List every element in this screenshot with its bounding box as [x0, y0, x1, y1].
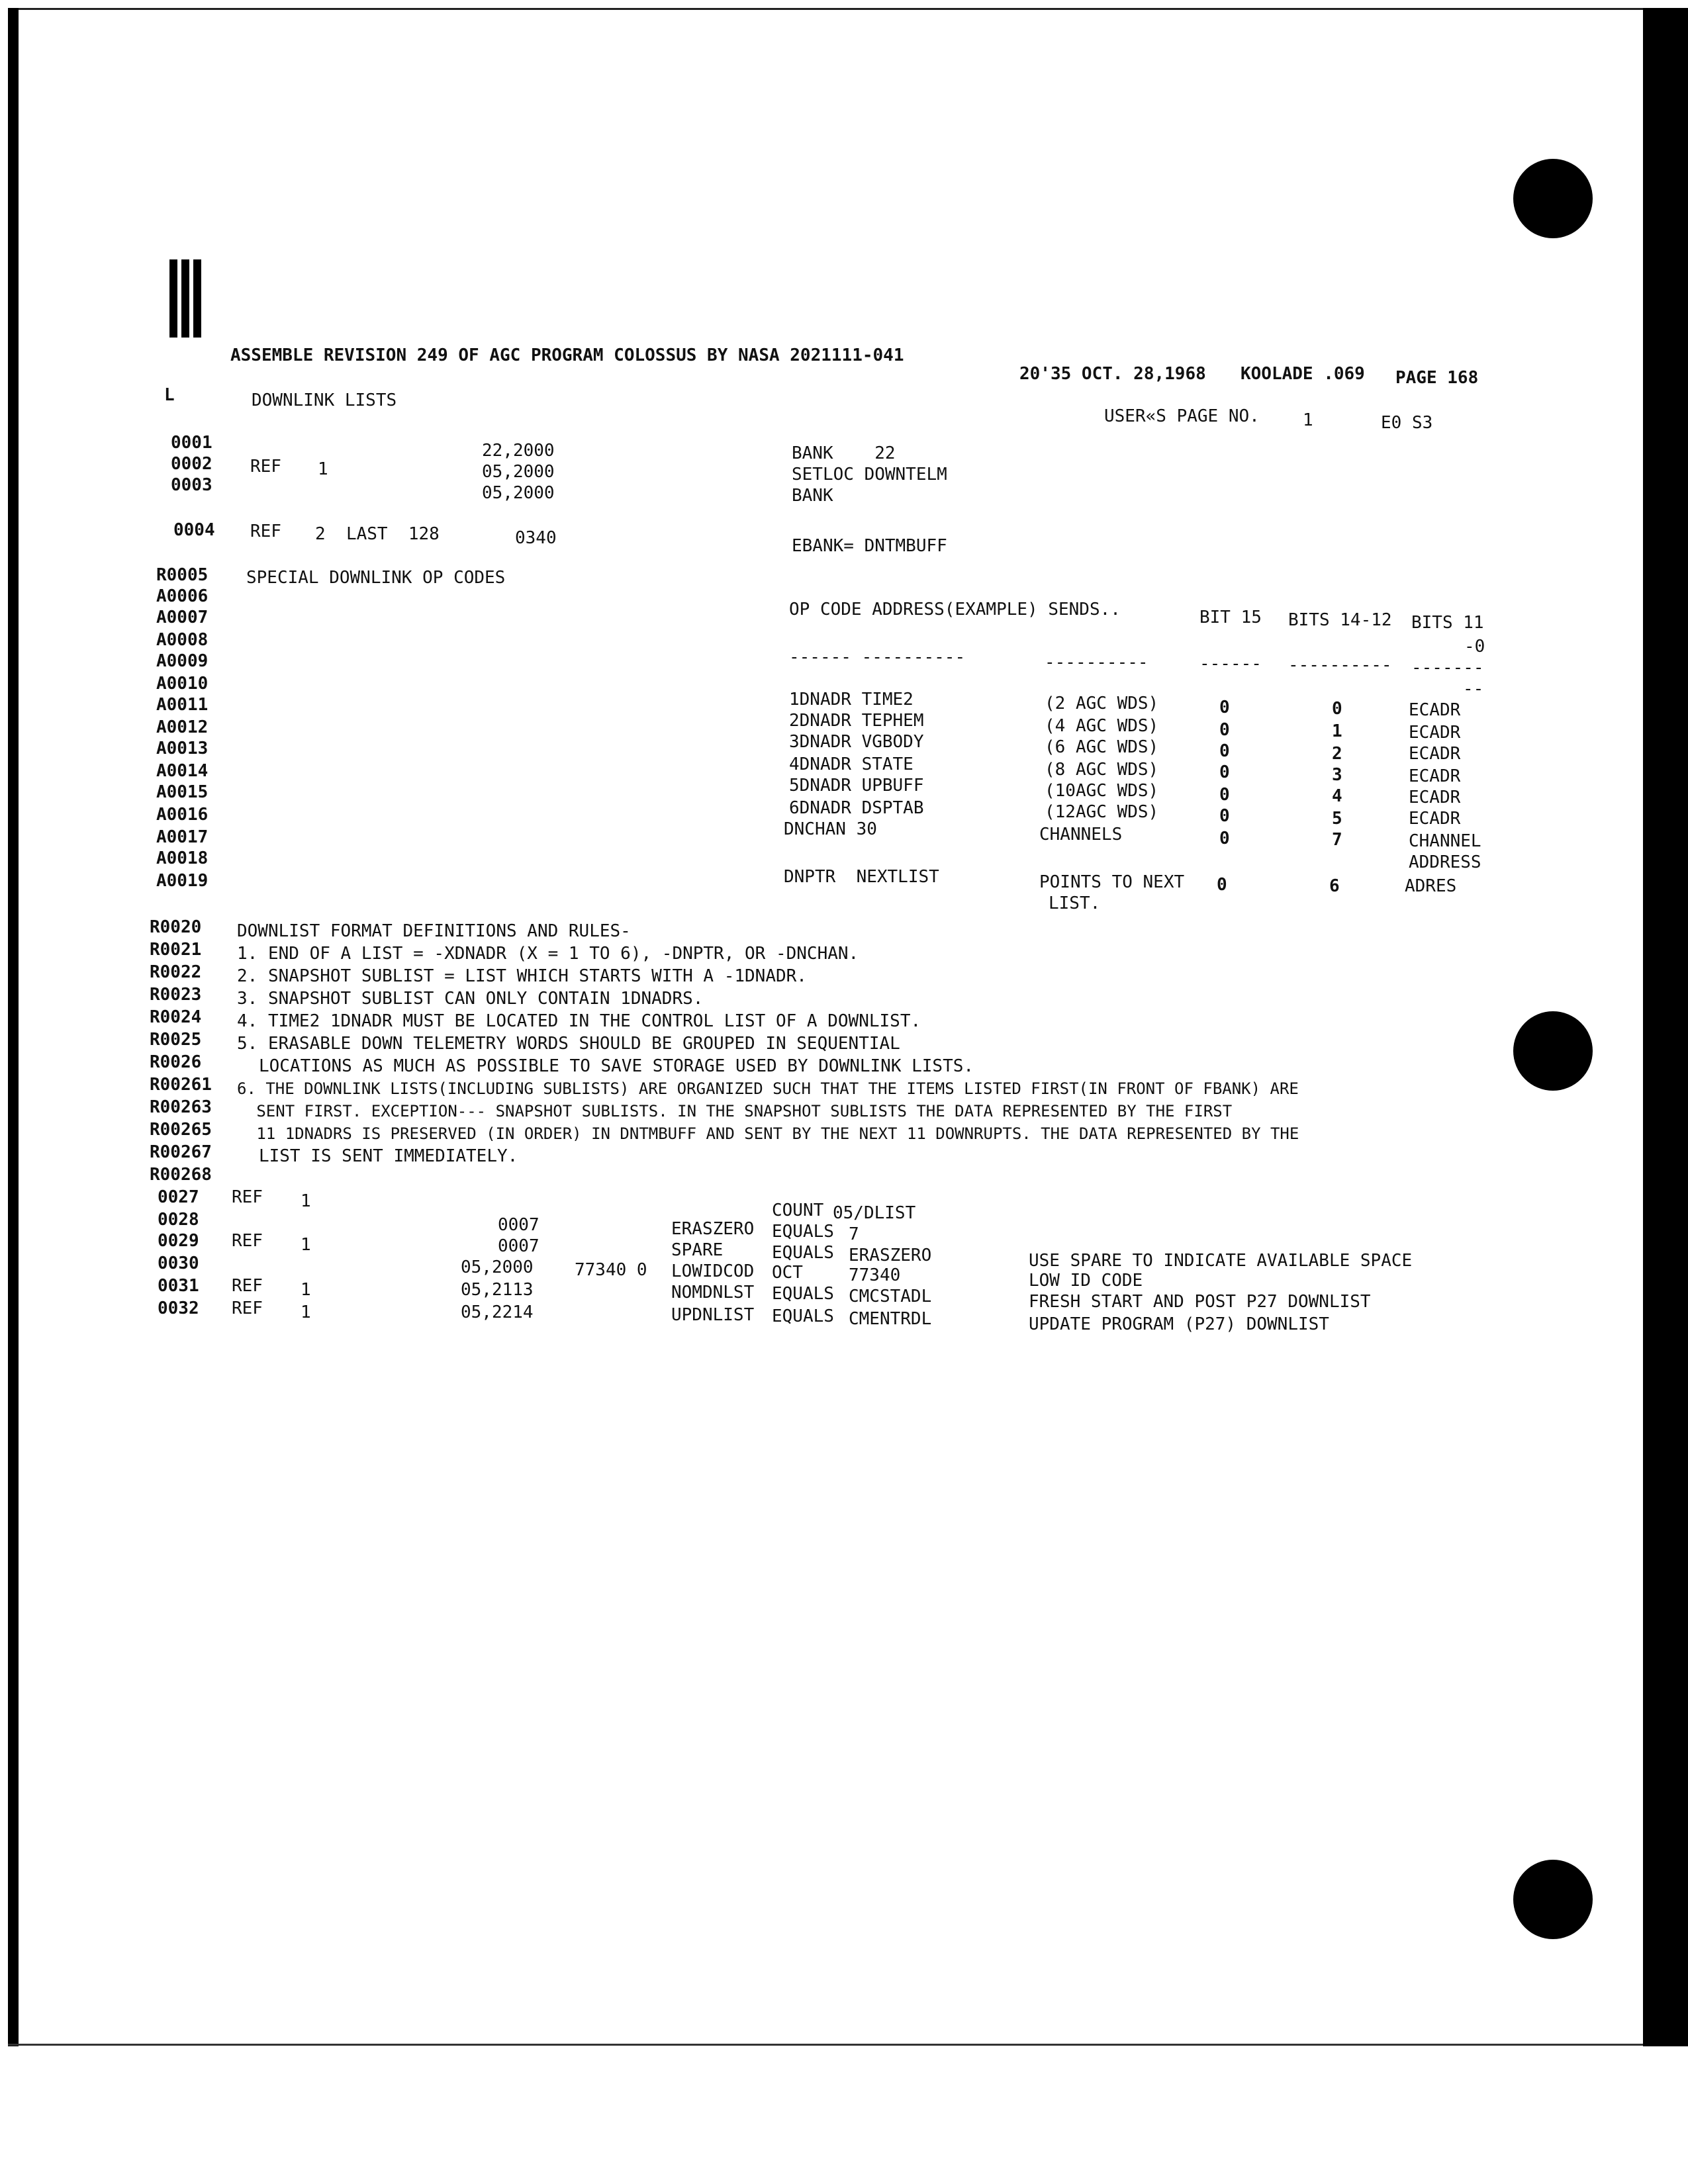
rule-text: 1. END OF A LIST = -XDNADR (X = 1 TO 6), -DNPTR, OR -DNCHAN. [237, 944, 859, 964]
op-table-header: BIT 15 [1199, 608, 1262, 627]
op-sends-continued: LIST. [1049, 893, 1101, 913]
line-opcode: OCT [772, 1263, 803, 1283]
op-table-header: -0 [1464, 637, 1485, 657]
op-bits11-continued: ADDRESS [1409, 852, 1481, 872]
op-code: 2DNADR TEPHEM [789, 711, 924, 731]
rule-text: 4. TIME2 1DNADR MUST BE LOCATED IN THE CONTROL LIST OF A DOWNLIST. [237, 1011, 921, 1031]
op-code: 5DNADR UPBUFF [789, 776, 924, 796]
line-octal: 77340 0 [575, 1260, 647, 1280]
line-number: 0002 [171, 454, 212, 474]
line-ref: REF [250, 457, 281, 477]
line-number: R0024 [150, 1007, 202, 1027]
punch-hole-middle [1513, 1011, 1593, 1091]
op-code: 6DNADR DSPTAB [789, 798, 924, 818]
line-comment: FRESH START AND POST P27 DOWNLIST [1029, 1292, 1371, 1312]
scan-border-right [1643, 8, 1688, 2046]
line-ref-count: 1 [301, 1191, 311, 1211]
rule-text: 11 1DNADRS IS PRESERVED (IN ORDER) IN DNTMBUFF AND SENT BY THE NEXT 11 DOWNRUPTS. THE DATA REPRESENTED BY THE [228, 1124, 1299, 1143]
op-bits14-12: 5 [1332, 809, 1342, 829]
rule-text: 2. SNAPSHOT SUBLIST = LIST WHICH STARTS WITH A -1DNADR. [237, 966, 807, 986]
line-operand: ERASZERO [849, 1246, 932, 1265]
punch-hole-top [1513, 159, 1593, 238]
line-number: R00267 [150, 1142, 212, 1162]
line-address: 22,2000 [482, 441, 555, 461]
line-number: R0023 [150, 985, 202, 1005]
line-number: A0010 [156, 674, 209, 694]
line-number: R0021 [150, 940, 202, 960]
op-code: DNPTR NEXTLIST [784, 867, 939, 887]
scan-border-top [8, 8, 1643, 10]
line-comment: UPDATE PROGRAM (P27) DOWNLIST [1029, 1314, 1329, 1334]
line-number: A0017 [156, 827, 209, 847]
line-number: A0018 [156, 848, 209, 868]
op-bit15: 0 [1219, 762, 1230, 782]
line-number: 0030 [158, 1253, 199, 1273]
op-bits14-12: 2 [1332, 744, 1342, 764]
op-bits11: ECADR [1409, 700, 1461, 720]
line-number: A0015 [156, 782, 209, 802]
line-address: 0340 [515, 528, 557, 548]
op-table-rule: ------ ---------- [789, 647, 966, 667]
op-sends: POINTS TO NEXT [1039, 872, 1185, 892]
op-sends: (10AGC WDS) [1045, 781, 1159, 801]
line-number: 0028 [158, 1210, 199, 1230]
line-operand: CMCSTADL [849, 1287, 932, 1306]
op-codes-title: SPECIAL DOWNLINK OP CODES [246, 568, 506, 588]
listing-datetime: 20'35 OCT. 28,1968 [1019, 364, 1206, 384]
op-sends: (8 AGC WDS) [1045, 760, 1159, 780]
line-number: 0003 [171, 475, 212, 495]
line-number: R0005 [156, 565, 209, 585]
op-code: 4DNADR STATE [789, 754, 914, 774]
e0s3-label: E0 S3 [1381, 413, 1433, 433]
line-ref-count: 1 [301, 1302, 311, 1322]
line-comment: USE SPARE TO INDICATE AVAILABLE SPACE [1029, 1251, 1413, 1271]
rule-text: 6. THE DOWNLINK LISTS(INCLUDING SUBLISTS) ARE ORGANIZED SUCH THAT THE ITEMS LISTED FIRST(IN FRONT OF FBANK) ARE [237, 1079, 1299, 1098]
rule-text: SENT FIRST. EXCEPTION--- SNAPSHOT SUBLISTS. IN THE SNAPSHOT SUBLISTS THE DATA REPRESENTED BY THE FIRST [228, 1102, 1233, 1120]
user-page-number: 1 [1303, 410, 1313, 430]
line-operand: 05/DLIST [833, 1203, 916, 1223]
line-number: A0011 [156, 695, 209, 715]
l-marker: L [164, 385, 175, 405]
line-address: 05,2214 [461, 1302, 534, 1322]
line-number: A0019 [156, 871, 209, 891]
line-address: 05,2000 [482, 483, 555, 503]
op-code: 1DNADR TIME2 [789, 690, 914, 709]
line-operand: 77340 [849, 1265, 901, 1285]
line-opcode: EQUALS [772, 1284, 834, 1304]
line-opcode: EQUALS [772, 1243, 834, 1263]
binder-marks [167, 259, 207, 345]
line-statement: EBANK= DNTMBUFF [792, 536, 947, 556]
op-bits11: ECADR [1409, 766, 1461, 786]
op-bit15: 0 [1219, 785, 1230, 805]
line-operand: CMENTRDL [849, 1309, 932, 1329]
line-address: 05,2113 [461, 1280, 534, 1300]
line-ref: REF [232, 1187, 263, 1207]
line-ref: REF [250, 522, 281, 541]
line-number: 0029 [158, 1231, 199, 1251]
rule-text: 3. SNAPSHOT SUBLIST CAN ONLY CONTAIN 1DNADRS. [237, 989, 704, 1009]
op-code: 3DNADR VGBODY [789, 732, 924, 752]
line-number: R00268 [150, 1165, 212, 1185]
op-table-rule: ------- [1411, 658, 1484, 678]
op-sends: (2 AGC WDS) [1045, 694, 1159, 713]
line-statement: SETLOC DOWNTELM [792, 465, 947, 484]
op-bit15: 0 [1219, 720, 1230, 740]
line-number: R0026 [150, 1052, 202, 1072]
line-number: R00261 [150, 1075, 212, 1095]
page-number: PAGE 168 [1395, 368, 1479, 388]
line-label: NOMDNLST [671, 1283, 755, 1302]
op-sends: (6 AGC WDS) [1045, 737, 1159, 757]
line-number: 0031 [158, 1276, 199, 1296]
rule-text: LIST IS SENT IMMEDIATELY. [228, 1146, 518, 1166]
op-bits14-12: 6 [1329, 876, 1340, 896]
line-address: 05,2000 [461, 1257, 534, 1277]
line-ref-count: 1 [318, 459, 328, 479]
op-code: DNCHAN 30 [784, 819, 877, 839]
op-bit15: 0 [1219, 698, 1230, 717]
line-ref-count: 1 [301, 1235, 311, 1255]
line-statement: BANK 22 [792, 443, 896, 463]
line-ref: REF [232, 1231, 263, 1251]
line-operand: 7 [849, 1224, 859, 1244]
line-ref: REF [232, 1276, 263, 1296]
op-table-header: BITS 14-12 [1288, 610, 1392, 630]
line-opcode: COUNT [772, 1201, 824, 1220]
op-bit15: 0 [1219, 806, 1230, 826]
line-number: A0008 [156, 630, 209, 650]
line-number: 0004 [173, 520, 215, 540]
op-sends: (12AGC WDS) [1045, 802, 1159, 822]
line-number: R0022 [150, 962, 202, 982]
rule-text: 5. ERASABLE DOWN TELEMETRY WORDS SHOULD BE GROUPED IN SEQUENTIAL [237, 1034, 900, 1054]
line-number: R0020 [150, 917, 202, 937]
line-number: 0032 [158, 1298, 199, 1318]
op-table-header: OP CODE ADDRESS(EXAMPLE) SENDS.. [789, 600, 1121, 619]
op-bits14-12: 4 [1332, 786, 1342, 806]
line-label: UPDNLIST [671, 1305, 755, 1325]
op-bits14-12: 0 [1332, 699, 1342, 719]
line-label: LOWIDCOD [671, 1261, 755, 1281]
line-opcode: EQUALS [772, 1222, 834, 1242]
op-bits11: ECADR [1409, 788, 1461, 807]
scan-border-left [8, 8, 19, 2046]
line-number: 0027 [158, 1187, 199, 1207]
punch-hole-bottom [1513, 1860, 1593, 1939]
op-bits11: CHANNEL [1409, 831, 1481, 851]
line-label: ERASZERO [671, 1219, 755, 1239]
line-number: A0014 [156, 761, 209, 781]
line-number: R0025 [150, 1030, 202, 1050]
op-table-header: BITS 11 [1411, 613, 1484, 633]
line-number: A0012 [156, 717, 209, 737]
op-sends: CHANNELS [1039, 825, 1123, 844]
line-number: R00263 [150, 1097, 212, 1117]
op-bits11: ECADR [1409, 809, 1461, 829]
line-number: A0009 [156, 651, 209, 671]
scan-border-bottom [8, 2044, 1643, 2046]
line-number: R00265 [150, 1120, 212, 1140]
op-table-rule: ---------- [1045, 653, 1149, 672]
op-table-rule: ---------- [1288, 655, 1392, 675]
line-opcode: EQUALS [772, 1306, 834, 1326]
op-bits14-12: 3 [1332, 765, 1342, 785]
rule-text: DOWNLIST FORMAT DEFINITIONS AND RULES- [237, 921, 631, 941]
op-table-rule: ------ [1199, 654, 1262, 674]
line-number: 0001 [171, 433, 212, 453]
op-sends: (4 AGC WDS) [1045, 716, 1159, 736]
line-label: SPARE [671, 1240, 724, 1260]
line-statement: BANK [792, 486, 833, 506]
line-address: 0007 [498, 1236, 539, 1256]
op-bits11: ECADR [1409, 723, 1461, 743]
op-bits14-12: 1 [1332, 721, 1342, 741]
section-title: DOWNLINK LISTS [252, 390, 397, 410]
op-bit15: 0 [1219, 741, 1230, 761]
op-bit15: 0 [1217, 875, 1227, 895]
line-ref-count: 1 [301, 1280, 311, 1300]
line-comment: LOW ID CODE [1029, 1271, 1143, 1291]
op-table-rule: -- [1463, 679, 1484, 699]
line-number: A0006 [156, 586, 209, 606]
user-page-label: USER«S PAGE NO. [1104, 406, 1260, 426]
op-bits11: ADRES [1405, 876, 1457, 896]
line-number: A0016 [156, 805, 209, 825]
op-bits14-12: 7 [1332, 830, 1342, 850]
line-ref: REF [232, 1298, 263, 1318]
line-address: 05,2000 [482, 462, 555, 482]
op-bits11: ECADR [1409, 744, 1461, 764]
line-number: A0007 [156, 608, 209, 627]
op-bit15: 0 [1219, 829, 1230, 848]
listing-title: ASSEMBLE REVISION 249 OF AGC PROGRAM COLOSSUS BY NASA 2021111-041 [230, 345, 904, 365]
rule-text: LOCATIONS AS MUCH AS POSSIBLE TO SAVE STORAGE USED BY DOWNLINK LISTS. [228, 1056, 974, 1076]
line-number: A0013 [156, 739, 209, 758]
koolade-version: KOOLADE .069 [1241, 364, 1365, 384]
line-address: 0007 [498, 1215, 539, 1235]
line-ref-count: 2 LAST 128 [315, 524, 440, 544]
